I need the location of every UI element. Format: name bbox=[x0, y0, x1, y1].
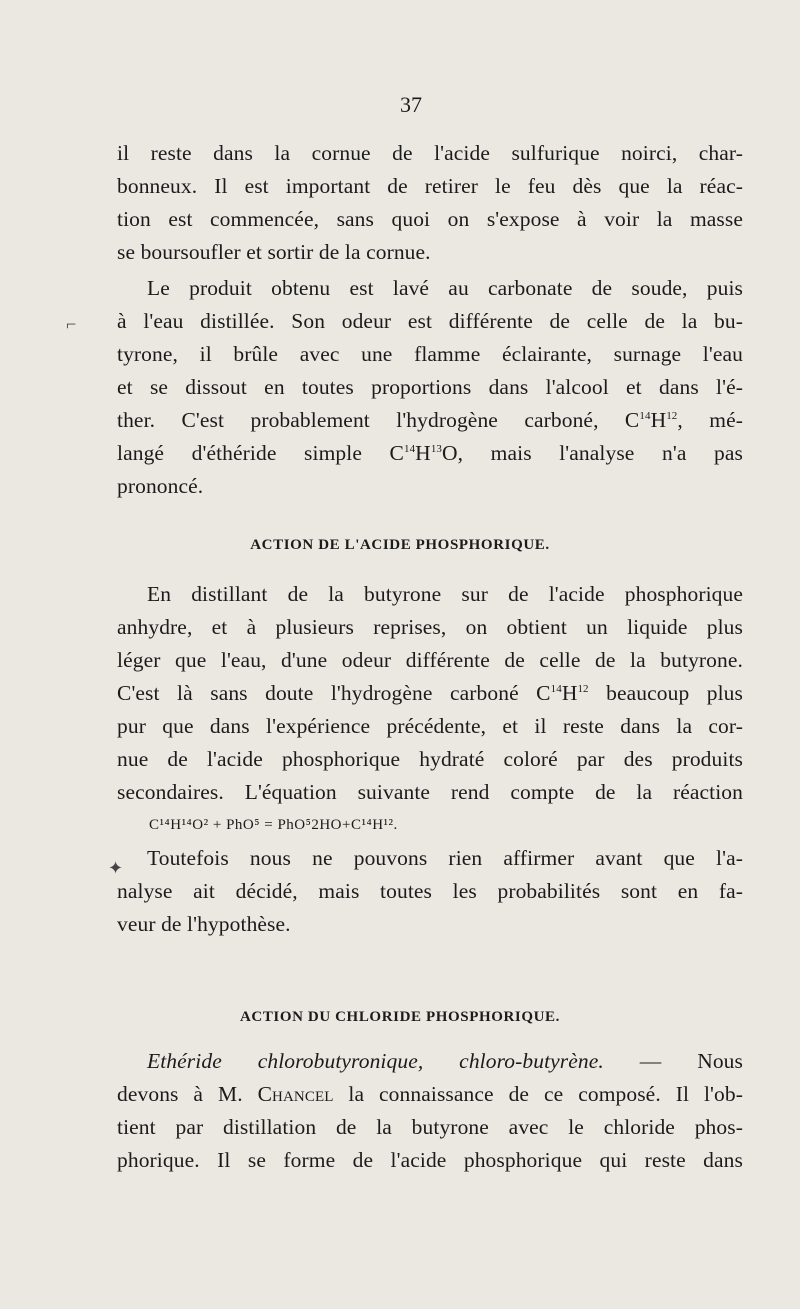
text-line: tyrone, il brûle avec une flamme éclairante, surnage l'eau bbox=[117, 342, 743, 366]
text-line: nue de l'acide phosphorique hydraté coloré par des produits bbox=[117, 747, 743, 771]
text-line: veur de l'hypothèse. bbox=[117, 912, 291, 936]
text-line: anhydre, et à plusieurs reprises, on obtient un liquide plus bbox=[117, 615, 743, 639]
margin-mark-icon: ⌐ bbox=[66, 314, 77, 334]
text-line: tion est commencée, sans quoi on s'expose à voir la masse bbox=[117, 207, 743, 231]
text-line: nalyse ait décidé, mais toutes les probabilités sont en fa- bbox=[117, 879, 743, 903]
text-line: se boursoufler et sortir de la cornue. bbox=[117, 240, 431, 264]
text-line: il reste dans la cornue de l'acide sulfurique noirci, char- bbox=[117, 141, 743, 165]
text-line: à l'eau distillée. Son odeur est différente de celle de la bu- bbox=[117, 309, 743, 333]
text-line: et se dissout en toutes proportions dans l'alcool et dans l'é- bbox=[117, 375, 743, 399]
text-line: Toutefois nous ne pouvons rien affirmer avant que l'a- bbox=[147, 846, 743, 870]
text-line: pur que dans l'expérience précédente, et il reste dans la cor- bbox=[117, 714, 743, 738]
text-line: prononcé. bbox=[117, 474, 204, 498]
paragraph-2 bbox=[117, 272, 743, 503]
text-line: Ethéride chlorobutyronique, chloro-butyrène. — Nous bbox=[147, 1049, 743, 1073]
text-line: Le produit obtenu est lavé au carbonate de soude, puis bbox=[147, 276, 743, 300]
paragraph-5 bbox=[117, 1045, 743, 1177]
paragraph-3 bbox=[117, 578, 743, 841]
text-line: devons à M. Chancel la connaissance de ce composé. Il l'ob- bbox=[117, 1082, 743, 1106]
text-line: bonneux. Il est important de retirer le feu dès que la réac- bbox=[117, 174, 743, 198]
text-line: léger que l'eau, d'une odeur différente de celle de la butyrone. bbox=[117, 648, 743, 672]
text-line: En distillant de la butyrone sur de l'acide phosphorique bbox=[147, 582, 743, 606]
section-heading: ACTION DE L'ACIDE PHOSPHORIQUE. bbox=[250, 537, 550, 553]
text-line: secondaires. L'équation suivante rend compte de la réaction bbox=[117, 780, 743, 804]
section-heading: ACTION DU CHLORIDE PHOSPHORIQUE. bbox=[239, 1009, 561, 1025]
text-line: tient par distillation de la butyrone avec le chloride phos- bbox=[117, 1115, 743, 1139]
text-line: C'est là sans doute l'hydrogène carboné $C^{14}H^{12}$ beaucoup plus bbox=[117, 681, 743, 705]
text-line: langé d'éthéride simple $C^{14}H^{13}O$, mais l'analyse n'a pas bbox=[117, 441, 743, 465]
paragraph-4 bbox=[117, 842, 743, 941]
paragraph-1 bbox=[117, 137, 743, 269]
chemical-equation: C¹⁴H¹⁴O² + PhO⁵ = PhO⁵2HO+C¹⁴H¹². bbox=[149, 817, 398, 833]
text-line: ther. C'est probablement l'hydrogène carboné, $C^{14}H^{12}$, mé- bbox=[117, 408, 743, 432]
page-number: 37 bbox=[400, 92, 422, 117]
text-line: phorique. Il se forme de l'acide phosphorique qui reste dans bbox=[117, 1148, 743, 1172]
margin-mark-icon: ✦ bbox=[108, 858, 124, 878]
